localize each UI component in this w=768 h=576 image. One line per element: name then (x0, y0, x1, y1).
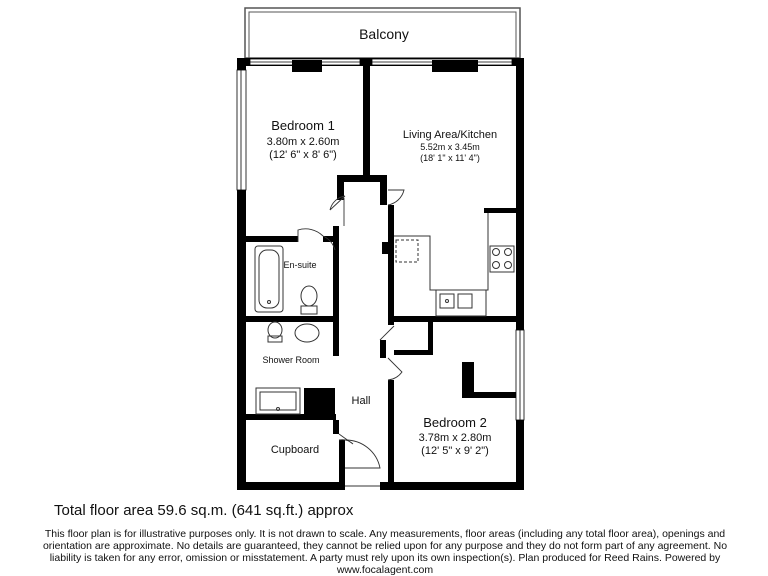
bedroom2-dim-m: 3.78m x 2.80m (418, 432, 492, 444)
ensuite-label: En-suite (283, 260, 317, 270)
bedroom1-dim-ft: (12' 6" x 8' 6") (269, 149, 337, 161)
total-floor-area: Total floor area 59.6 sq.m. (641 sq.ft.) approx (54, 502, 354, 519)
cupboard-label: Cupboard (270, 444, 320, 456)
ensuite-fixtures (255, 246, 317, 314)
living-label: Living Area/Kitchen (402, 129, 498, 141)
bedroom2-label: Bedroom 2 (423, 415, 487, 430)
bedroom1-label: Bedroom 1 (271, 118, 335, 133)
disclaimer-line: This floor plan is for illustrative purposes only. It is not drawn to scale. Any measurements, floor areas (including any total floor area), openings and (44, 528, 726, 540)
disclaimer-line: www.focalagent.com (336, 564, 434, 576)
living-dim-ft: (18' 1" x 11' 4") (420, 153, 480, 163)
bedroom1-dim-m: 3.80m x 2.60m (266, 136, 340, 148)
hall-label: Hall (351, 395, 371, 407)
shower-label: Shower Room (262, 355, 320, 365)
disclaimer (40, 528, 730, 576)
disclaimer-line: liability is taken for any error, omission or misstatement. A party must rely upon its own inspection(s). Plan produced for Reed Rains. Powered by (49, 552, 721, 564)
kitchen-fixtures (394, 213, 514, 316)
living-dim-m: 5.52m x 3.45m (420, 142, 480, 152)
disclaimer-line: orientation are approximate. No details are guaranteed, they cannot be relied upon for any purpose and they do not form part of any agreement. No (42, 540, 728, 552)
balcony-label: Balcony (359, 26, 409, 42)
bedroom2-dim-ft: (12' 5" x 9' 2") (421, 445, 489, 457)
